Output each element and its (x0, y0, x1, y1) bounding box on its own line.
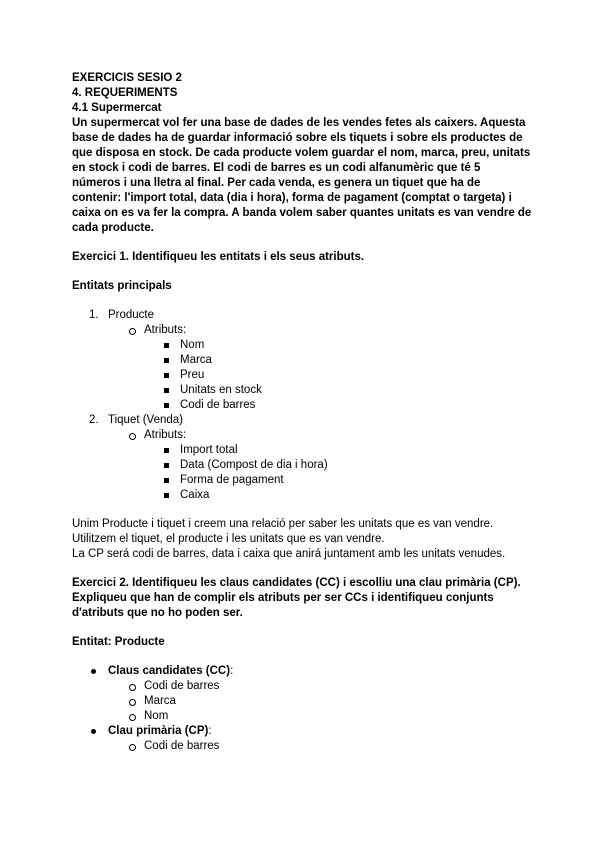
entity-name: Producte (108, 309, 155, 321)
list-item: Import total (72, 443, 532, 458)
list-item: Nom (72, 709, 532, 724)
colon: : (230, 665, 234, 677)
cp-list (72, 739, 532, 754)
colon: : (208, 725, 212, 737)
entity-number: 2. (89, 414, 99, 426)
cc-list (72, 679, 532, 724)
list-item: Unitats en stock (72, 383, 532, 398)
list-item: Marca (72, 353, 532, 368)
section-heading: 4. REQUERIMENTS (72, 87, 178, 99)
attr-group (72, 428, 532, 443)
list-item: Marca (72, 694, 532, 709)
entity-list (72, 413, 532, 428)
keys-list (72, 724, 532, 739)
entity-number: 1. (89, 309, 99, 321)
cc-item (72, 664, 532, 679)
cp-paragraph: La CP será codi de barres, data i caixa que anirá juntament amb les unitats venudes. (72, 548, 506, 560)
attr-list-producte (72, 338, 532, 413)
list-item: Preu (72, 368, 532, 383)
list-item: Forma de pagament (72, 473, 532, 488)
entities-subtitle: Entitats principals (72, 280, 172, 292)
attr-label: Atributs: (72, 323, 532, 338)
document-content (72, 71, 532, 754)
exercise-2-title: Exercici 2. Identifiqueu les claus candidates (CC) i escolliu una clau primària (CP). Expliqueu que han de complir els atributs per ser CCs i identifiqueu conjunts d'atributs que no ho poden ser. (72, 577, 521, 619)
entity-list (72, 308, 532, 323)
list-item: Codi de barres (72, 679, 532, 694)
entity-title: Entitat: Producte (72, 636, 165, 648)
list-item: Caixa (72, 488, 532, 503)
entity-item-producte (72, 308, 532, 323)
intro-paragraph: Un supermercat vol fer una base de dades de les vendes fetes als caixers. Aquesta base de dades ha de guardar informació sobre els tiquets i sobre els productes de que disposa en stock. De cada producte volem guardar el nom, marca, preu, unitats en stock i codi de barres. El codi de barres es un codi alfanumèric que té 5 números i una lletra al final. Per cada venda, es genera un tiquet que ha de contenir: l'import total, data (dia i hora), forma de pagament (comptat o targeta) i caixa on es va fer la compra. A banda volem saber quantes unitats es van vendre de cada producte. (72, 117, 532, 234)
entity-item-tiquet (72, 413, 532, 428)
cp-label: Clau primària (CP) (108, 725, 209, 737)
subsection-heading: 4.1 Supermercat (72, 102, 162, 114)
doc-title: EXERCICIS SESIO 2 (72, 72, 182, 84)
keys-list (72, 664, 532, 679)
entity-name: Tiquet (Venda) (108, 414, 184, 426)
list-item: Codi de barres (72, 398, 532, 413)
exercise-1-title: Exercici 1. Identifiqueu les entitats i els seus atributs. (72, 251, 365, 263)
cp-item (72, 724, 532, 739)
cc-label: Claus candidates (CC) (108, 665, 231, 677)
attr-list-tiquet (72, 443, 532, 503)
list-item: Data (Compost de dia i hora) (72, 458, 532, 473)
relation-paragraph: Unim Producte i tiquet i creem una relació per saber les unitats que es van vendre. Utilitzem el tiquet, el producte i les unitats que es van vendre. (72, 518, 494, 545)
list-item: Codi de barres (72, 739, 532, 754)
attr-label: Atributs: (72, 428, 532, 443)
list-item: Nom (72, 338, 532, 353)
attr-group (72, 323, 532, 338)
